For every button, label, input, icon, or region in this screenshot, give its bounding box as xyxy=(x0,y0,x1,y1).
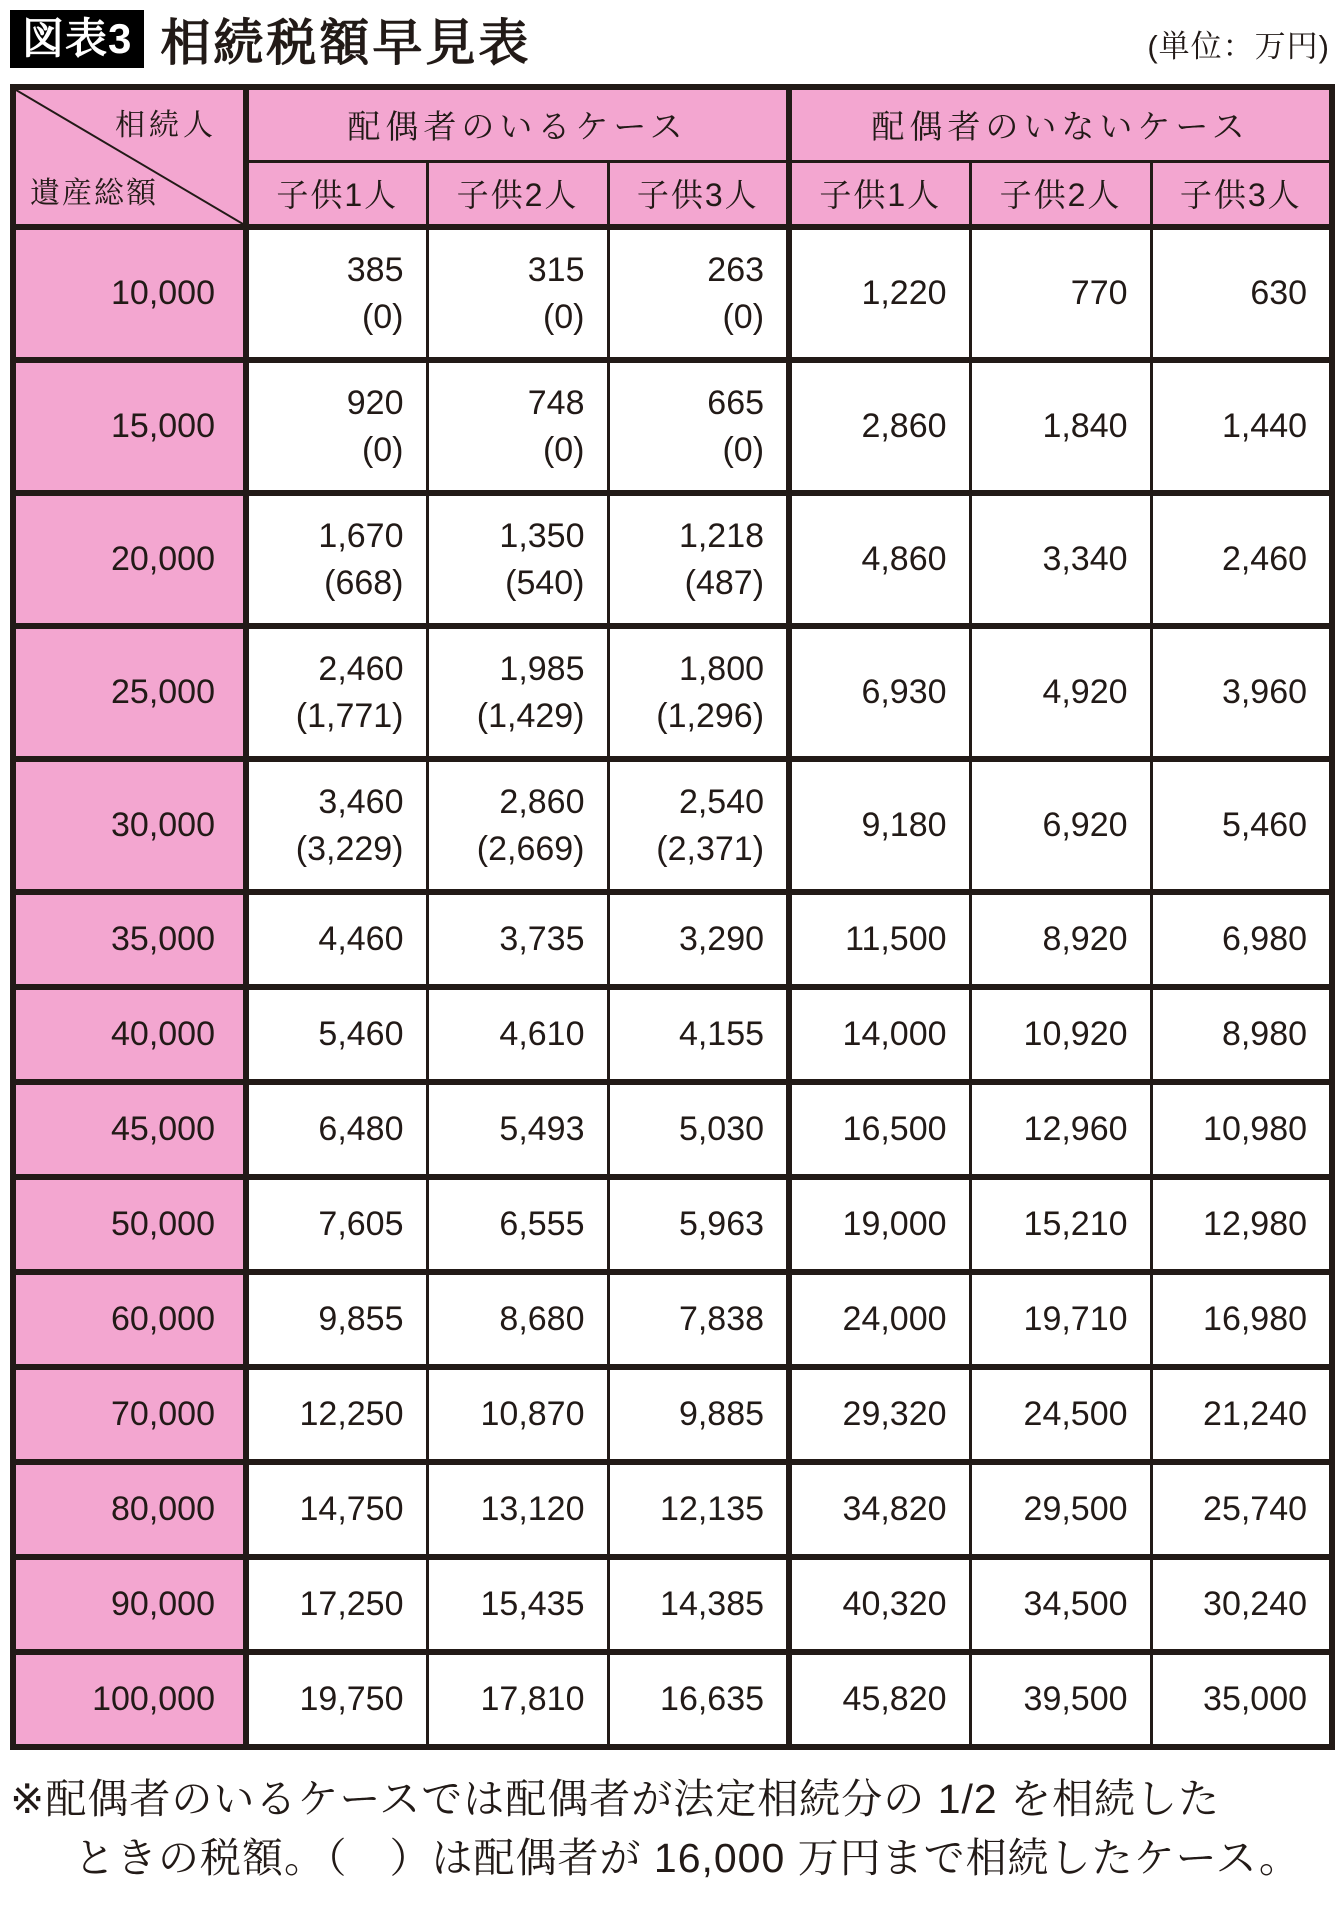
tax-amount-cell: 39,500 xyxy=(970,1652,1151,1747)
table-body xyxy=(13,227,1332,1747)
tax-amount-cell: 10,920 xyxy=(970,987,1151,1082)
corner-cell xyxy=(13,87,246,227)
page-title: 相続税額早見表 xyxy=(160,15,532,71)
table-row xyxy=(13,360,1332,493)
group-header-row xyxy=(13,87,1332,161)
group-header-without-spouse: 配偶者のいないケース xyxy=(789,87,1332,161)
tax-amount-cell: 12,960 xyxy=(970,1082,1151,1177)
tax-amount-cell: 630 xyxy=(1151,227,1332,360)
tax-amount-paren: (0) xyxy=(542,430,585,469)
tax-amount-cell xyxy=(246,227,427,360)
tax-amount-cell: 6,930 xyxy=(789,626,970,759)
tax-amount-main: 748 xyxy=(527,383,585,422)
tax-amount-cell: 6,920 xyxy=(970,759,1151,892)
tax-amount-cell: 17,810 xyxy=(427,1652,608,1747)
estate-total-cell: 25,000 xyxy=(13,626,246,759)
tax-amount-cell: 2,460 xyxy=(1151,493,1332,626)
tax-amount-cell: 40,320 xyxy=(789,1557,970,1652)
tax-amount-cell: 3,340 xyxy=(970,493,1151,626)
tax-amount-cell: 30,240 xyxy=(1151,1557,1332,1652)
tax-amount-cell: 15,435 xyxy=(427,1557,608,1652)
tax-amount-cell: 9,885 xyxy=(608,1367,789,1462)
table-row xyxy=(13,227,1332,360)
tax-amount-cell: 5,030 xyxy=(608,1082,789,1177)
col-header-without-spouse-2child: 子供2人 xyxy=(970,161,1151,227)
estate-total-cell: 45,000 xyxy=(13,1082,246,1177)
tax-amount-cell: 5,493 xyxy=(427,1082,608,1177)
tax-amount-cell: 1,840 xyxy=(970,360,1151,493)
tax-amount-cell: 35,000 xyxy=(1151,1652,1332,1747)
tax-amount-cell: 6,480 xyxy=(246,1082,427,1177)
tax-amount-paren: (1,771) xyxy=(295,696,404,735)
tax-amount-cell xyxy=(427,626,608,759)
table-row xyxy=(13,1367,1332,1462)
figure-badge: 図表3 xyxy=(10,10,144,68)
tax-amount-cell: 11,500 xyxy=(789,892,970,987)
col-header-with-spouse-2child: 子供2人 xyxy=(427,161,608,227)
tax-amount-cell: 21,240 xyxy=(1151,1367,1332,1462)
tax-amount-cell: 7,605 xyxy=(246,1177,427,1272)
tax-amount-cell: 5,963 xyxy=(608,1177,789,1272)
estate-total-cell: 35,000 xyxy=(13,892,246,987)
tax-amount-cell: 14,385 xyxy=(608,1557,789,1652)
tax-amount-main: 385 xyxy=(346,250,404,289)
table-row xyxy=(13,1462,1332,1557)
tax-amount-cell: 24,500 xyxy=(970,1367,1151,1462)
tax-amount-cell: 9,180 xyxy=(789,759,970,892)
tax-amount-cell xyxy=(427,759,608,892)
estate-total-cell: 15,000 xyxy=(13,360,246,493)
col-header-with-spouse-3child: 子供3人 xyxy=(608,161,789,227)
table-row xyxy=(13,1272,1332,1367)
tax-amount-cell: 3,290 xyxy=(608,892,789,987)
tax-amount-cell: 8,980 xyxy=(1151,987,1332,1082)
estate-total-cell: 90,000 xyxy=(13,1557,246,1652)
tax-amount-cell: 10,870 xyxy=(427,1367,608,1462)
tax-amount-cell: 45,820 xyxy=(789,1652,970,1747)
tax-amount-cell: 1,440 xyxy=(1151,360,1332,493)
table-row xyxy=(13,1082,1332,1177)
footnote xyxy=(10,1770,1330,1888)
tax-amount-paren: (2,371) xyxy=(656,829,765,868)
tax-amount-main: 920 xyxy=(346,383,404,422)
tax-amount-cell: 34,500 xyxy=(970,1557,1151,1652)
tax-amount-cell xyxy=(246,626,427,759)
tax-amount-cell xyxy=(608,626,789,759)
tax-amount-cell: 5,460 xyxy=(246,987,427,1082)
tax-amount-cell xyxy=(608,360,789,493)
tax-amount-main: 263 xyxy=(707,250,765,289)
tax-amount-cell: 16,980 xyxy=(1151,1272,1332,1367)
tax-amount-paren: (487) xyxy=(684,563,765,602)
table-row xyxy=(13,892,1332,987)
table-row xyxy=(13,626,1332,759)
tax-amount-cell: 10,980 xyxy=(1151,1082,1332,1177)
tax-amount-main: 2,460 xyxy=(318,649,404,688)
tax-amount-cell: 4,155 xyxy=(608,987,789,1082)
tax-amount-cell: 3,960 xyxy=(1151,626,1332,759)
col-header-without-spouse-1child: 子供1人 xyxy=(789,161,970,227)
tax-amount-main: 1,670 xyxy=(318,516,404,555)
footnote-line-1: ※配偶者のいるケースでは配偶者が法定相続分の 1/2 を相続した xyxy=(10,1776,1221,1822)
tax-amount-paren: (1,296) xyxy=(656,696,765,735)
tax-amount-cell: 19,750 xyxy=(246,1652,427,1747)
tax-amount-cell: 15,210 xyxy=(970,1177,1151,1272)
tax-amount-paren: (0) xyxy=(722,430,765,469)
tax-amount-cell: 4,920 xyxy=(970,626,1151,759)
tax-amount-cell: 4,610 xyxy=(427,987,608,1082)
tax-amount-cell: 8,920 xyxy=(970,892,1151,987)
col-header-without-spouse-3child: 子供3人 xyxy=(1151,161,1332,227)
corner-heirs-label: 相続人 xyxy=(115,109,217,142)
table-row xyxy=(13,1557,1332,1652)
estate-total-cell: 30,000 xyxy=(13,759,246,892)
tax-amount-cell: 25,740 xyxy=(1151,1462,1332,1557)
tax-table xyxy=(10,84,1335,1750)
tax-amount-main: 665 xyxy=(707,383,765,422)
tax-amount-cell: 34,820 xyxy=(789,1462,970,1557)
table-row xyxy=(13,1652,1332,1747)
tax-amount-cell: 770 xyxy=(970,227,1151,360)
tax-amount-cell: 16,635 xyxy=(608,1652,789,1747)
tax-amount-cell xyxy=(427,493,608,626)
tax-amount-cell: 12,250 xyxy=(246,1367,427,1462)
tax-amount-cell: 29,320 xyxy=(789,1367,970,1462)
tax-amount-main: 1,800 xyxy=(678,649,765,688)
tax-amount-main: 2,540 xyxy=(678,782,765,821)
tax-amount-cell: 29,500 xyxy=(970,1462,1151,1557)
tax-amount-cell: 12,980 xyxy=(1151,1177,1332,1272)
tax-amount-main: 2,860 xyxy=(499,782,585,821)
tax-amount-cell xyxy=(427,227,608,360)
footnote-line-2: ときの税額。（ ）は配偶者が 16,000 万円まで相続したケース。 xyxy=(74,1835,1301,1881)
tax-amount-cell xyxy=(246,360,427,493)
estate-total-cell: 100,000 xyxy=(13,1652,246,1747)
table-row xyxy=(13,493,1332,626)
tax-amount-main: 315 xyxy=(527,250,585,289)
tax-amount-cell: 7,838 xyxy=(608,1272,789,1367)
tax-amount-cell: 24,000 xyxy=(789,1272,970,1367)
tax-amount-cell: 16,500 xyxy=(789,1082,970,1177)
tax-amount-cell: 3,735 xyxy=(427,892,608,987)
tax-amount-cell: 8,680 xyxy=(427,1272,608,1367)
corner-estate-label: 遺産総額 xyxy=(30,177,158,210)
estate-total-cell: 10,000 xyxy=(13,227,246,360)
tax-amount-cell: 6,555 xyxy=(427,1177,608,1272)
estate-total-cell: 70,000 xyxy=(13,1367,246,1462)
tax-amount-paren: (668) xyxy=(324,563,404,602)
tax-amount-cell: 14,000 xyxy=(789,987,970,1082)
tax-amount-cell xyxy=(608,493,789,626)
tax-amount-paren: (0) xyxy=(361,297,404,336)
tax-amount-main: 1,350 xyxy=(499,516,585,555)
tax-amount-main: 1,985 xyxy=(499,649,585,688)
tax-amount-cell xyxy=(246,493,427,626)
table-row xyxy=(13,1177,1332,1272)
tax-amount-cell xyxy=(246,759,427,892)
table-row xyxy=(13,759,1332,892)
estate-total-cell: 40,000 xyxy=(13,987,246,1082)
tax-amount-cell: 14,750 xyxy=(246,1462,427,1557)
group-header-with-spouse: 配偶者のいるケース xyxy=(246,87,789,161)
estate-total-cell: 80,000 xyxy=(13,1462,246,1557)
tax-amount-cell: 2,860 xyxy=(789,360,970,493)
tax-amount-paren: (0) xyxy=(361,430,404,469)
tax-amount-main: 1,218 xyxy=(678,516,765,555)
col-header-with-spouse-1child: 子供1人 xyxy=(246,161,427,227)
tax-amount-paren: (1,429) xyxy=(476,696,585,735)
estate-total-cell: 20,000 xyxy=(13,493,246,626)
tax-amount-paren: (3,229) xyxy=(295,829,404,868)
tax-amount-cell: 9,855 xyxy=(246,1272,427,1367)
tax-amount-paren: (2,669) xyxy=(476,829,585,868)
estate-total-cell: 50,000 xyxy=(13,1177,246,1272)
table-row xyxy=(13,987,1332,1082)
tax-amount-cell: 4,460 xyxy=(246,892,427,987)
tax-amount-cell: 17,250 xyxy=(246,1557,427,1652)
tax-amount-cell: 6,980 xyxy=(1151,892,1332,987)
tax-amount-cell: 1,220 xyxy=(789,227,970,360)
tax-amount-paren: (540) xyxy=(505,563,585,602)
tax-amount-cell: 4,860 xyxy=(789,493,970,626)
tax-amount-cell xyxy=(608,227,789,360)
tax-amount-cell: 5,460 xyxy=(1151,759,1332,892)
tax-amount-cell xyxy=(608,759,789,892)
tax-amount-cell xyxy=(427,360,608,493)
tax-amount-paren: (0) xyxy=(722,297,765,336)
tax-amount-cell: 19,710 xyxy=(970,1272,1151,1367)
tax-amount-main: 3,460 xyxy=(318,782,404,821)
unit-label: (単位：万円) xyxy=(1147,29,1330,64)
tax-amount-cell: 19,000 xyxy=(789,1177,970,1272)
title-row xyxy=(10,8,1330,70)
estate-total-cell: 60,000 xyxy=(13,1272,246,1367)
tax-amount-cell: 13,120 xyxy=(427,1462,608,1557)
tax-amount-paren: (0) xyxy=(542,297,585,336)
tax-amount-cell: 12,135 xyxy=(608,1462,789,1557)
